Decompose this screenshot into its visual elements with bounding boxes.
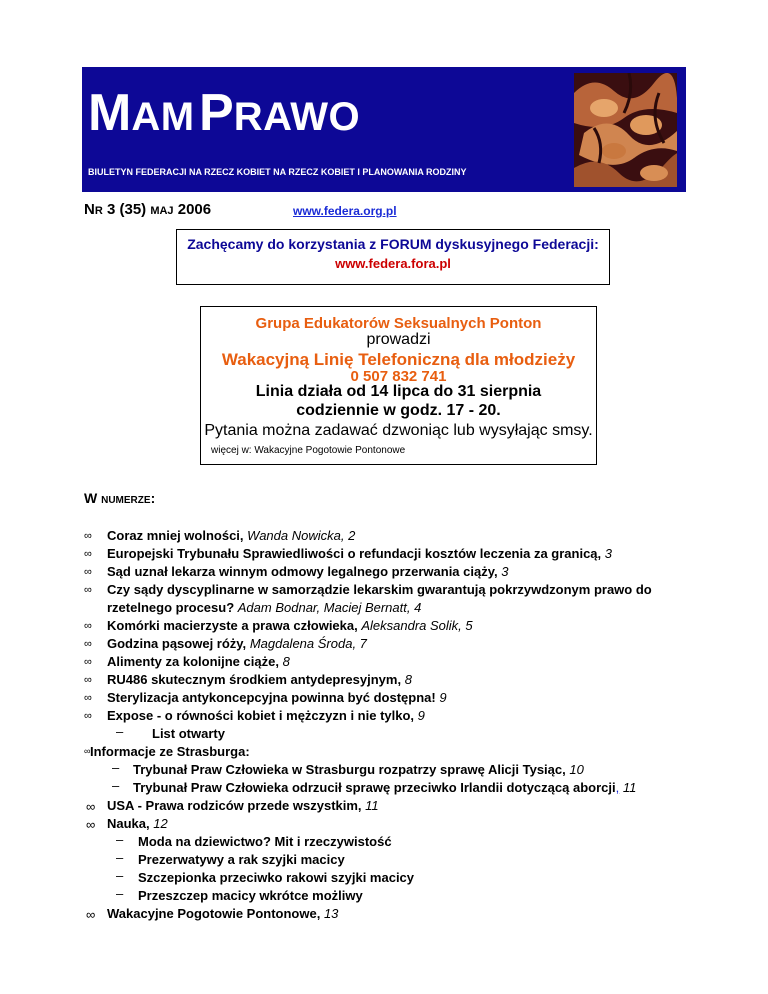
newsletter-subtitle: BIULETYN FEDERACJI NA RZECZ KOBIET NA RZECZ KOBIET I PLANOWANIA RODZINY [88,167,467,177]
list-dash-icon: – [116,724,124,739]
list-bullet-icon: ∞ [86,799,96,814]
list-subitem: Przeszczep macicy wkrótce możliwy [138,888,363,903]
ponton-leads-text: prowadzi [366,331,431,348]
list-item: Wakacyjne Pogotowie Pontonowe, 13 [107,906,339,921]
list-item: Alimenty za kolonijne ciąże, 8 [107,654,290,669]
list-subitem: List otwarty [152,726,225,741]
list-item: Informacje ze Strasburga: [90,744,250,759]
list-item: Sterylizacja antykoncepcyjna powinna być dostępna! 9 [107,690,447,705]
hotline-phone: 0 507 832 741 [350,368,447,385]
list-dash-icon: – [116,868,124,883]
list-item: Sąd uznał lekarza winnym odmowy legalnego przerwania ciąży, 3 [107,564,509,579]
hotline-more-info: więcej w: Wakacyjne Pogotowie Pontonowe [211,445,406,456]
forum-announcement-box [176,229,610,285]
list-item: Godzina pąsowej róży, Magdalena Środa, 7 [107,636,367,651]
hotline-hours: codziennie w godz. 17 - 20. [296,402,501,419]
list-dash-icon: – [116,886,124,901]
newsletter-title: MAM PRAWO [88,84,361,142]
list-subitem: Szczepionka przeciwko rakowi szyjki macicy [138,870,415,885]
list-dash-icon: – [112,778,120,793]
list-item: Czy sądy dyscyplinarne w samorządzie lekarskim gwarantują pokrzywdzonym prawo do [107,582,652,597]
website-link[interactable]: www.federa.org.pl [293,204,397,218]
list-subitem: Prezerwatywy a rak szyjki macicy [138,852,345,867]
list-item: USA - Prawa rodziców przede wszystkim, 11 [107,798,379,813]
list-bullet-icon: ∞ [84,656,92,668]
list-bullet-icon: ∞ [84,674,92,686]
forum-invitation-text: Zachęcamy do korzystania z FORUM dyskusyjnego Federacji: [187,236,599,252]
list-item: Europejski Trybunału Sprawiedliwości o refundacji kosztów leczenia za granicą, 3 [107,546,612,561]
list-bullet-icon: ∞ [84,710,92,722]
contents-heading: W NUMERZE: [84,490,156,506]
issue-number: NR 3 (35) MAJ 2006 [84,201,212,218]
list-item-continuation: rzetelnego procesu? Adam Bodnar, Maciej Bernatt, 4 [107,600,422,615]
ponton-hotline-box [200,306,597,465]
list-bullet-icon: ∞ [84,746,91,756]
list-bullet-icon: ∞ [84,620,92,632]
list-bullet-icon: ∞ [84,584,92,596]
hotline-dates: Linia działa od 14 lipca do 31 sierpnia [255,383,542,400]
hotline-contact-methods: Pytania można zadawać dzwoniąc lub wysyłając smsy. [204,422,593,439]
list-bullet-icon: ∞ [84,566,92,578]
forum-link[interactable]: www.federa.fora.pl [335,256,451,271]
list-bullet-icon: ∞ [86,817,96,832]
masthead-banner [82,67,686,192]
masthead-artwork-image [574,73,677,187]
list-dash-icon: – [116,832,124,847]
list-subitem: Moda na dziewictwo? Mit i rzeczywistość [138,834,392,849]
list-bullet-icon: ∞ [84,692,92,704]
list-item: RU486 skutecznym środkiem antydepresyjnym, 8 [107,672,412,687]
list-item: Nauka, 12 [107,816,168,831]
list-bullet-icon: ∞ [84,530,92,542]
list-bullet-icon: ∞ [84,638,92,650]
list-dash-icon: – [116,850,124,865]
list-subitem: Trybunał Praw Człowieka odrzucił sprawę przeciwko Irlandii dotyczącą aborcji, 11 [133,780,637,795]
ponton-group-name: Grupa Edukatorów Seksualnych Ponton [255,315,542,332]
list-item: Expose - o równości kobiet i mężczyzn i nie tylko, 9 [107,708,425,723]
hotline-name: Wakacyjną Linię Telefoniczną dla młodzieży [221,350,576,369]
list-dash-icon: – [112,760,120,775]
list-subitem: Trybunał Praw Człowieka w Strasburgu rozpatrzy sprawę Alicji Tysiąc, 10 [133,762,584,777]
list-item: Coraz mniej wolności, Wanda Nowicka, 2 [107,528,356,543]
list-bullet-icon: ∞ [86,907,96,922]
list-item: Komórki macierzyste a prawa człowieka, Aleksandra Solik, 5 [107,618,473,633]
list-bullet-icon: ∞ [84,548,92,560]
